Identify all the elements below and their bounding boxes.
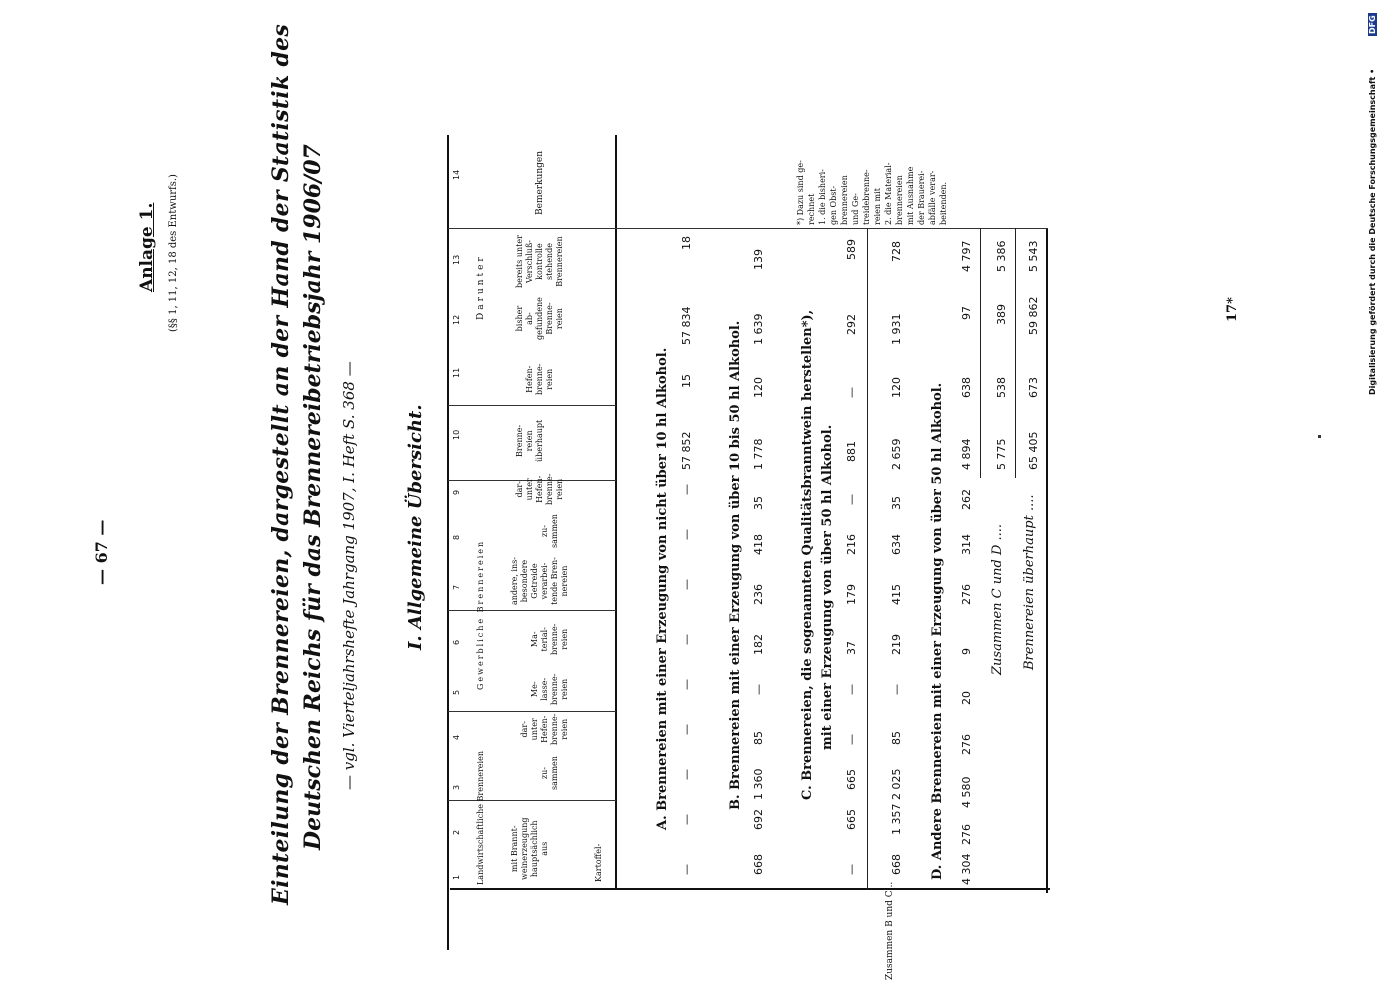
table-row: 415	[890, 584, 903, 605]
table-row: 182	[752, 634, 765, 655]
header-col1-group: mit Brannt- weinerzeugung hauptsächlich aus	[510, 817, 549, 880]
table-row: 665	[845, 809, 858, 830]
table-row: 638	[960, 377, 973, 398]
table-row: 728	[890, 241, 903, 262]
col-number: 11	[452, 367, 461, 378]
header-col10: Brenne- reien überhaupt	[515, 419, 544, 462]
header-col6: Ma- terial- brenne- reien	[530, 623, 569, 655]
table-row: 1 778	[752, 438, 765, 470]
table-row: 634	[890, 534, 903, 555]
page-number: — 67 —	[92, 519, 111, 585]
col-number: 3	[452, 784, 461, 790]
table-row: 4 797	[960, 240, 973, 272]
section-b-label: B. Brennereien mit einer Erzeugung von über 10 bis 50 hl Alkohol.	[728, 320, 743, 810]
table-row: —	[680, 769, 693, 780]
table-row: 236	[752, 584, 765, 605]
table-row: —	[845, 494, 858, 505]
anlage-label: Anlage 1.	[137, 202, 157, 292]
table-top-rule	[447, 135, 449, 950]
table-bottom-rule	[1046, 228, 1048, 893]
table-row: 262	[960, 489, 973, 510]
table-row: 85	[890, 731, 903, 745]
row-label-zusammen-b-c: Zusammen B und C ..	[885, 881, 895, 980]
page-title-line2: Deutschen Reichs für das Brennereibetriebsjahr 1906/07	[300, 144, 326, 850]
header-col14: Bemerkungen	[535, 150, 545, 215]
col-number: 7	[452, 584, 461, 590]
table-row: 1 931	[890, 313, 903, 345]
digitization-note: Digitalisierung gefördert durch die Deutsche Forschungsgemeinschaft •	[1368, 68, 1377, 395]
table-row: 4 894	[960, 438, 973, 470]
table-divider	[867, 228, 868, 890]
table-row: —	[680, 814, 693, 825]
table-row: 2 659	[890, 438, 903, 470]
col-sep	[448, 228, 1048, 229]
table-row: 179	[845, 584, 858, 605]
table-row: 18	[680, 236, 693, 250]
table-row: 139	[752, 249, 765, 270]
page-title-line1: Einteilung der Brennereien, dargestellt an der Hand der Statistik des	[268, 23, 294, 905]
section-title: I. Allgemeine Übersicht.	[405, 404, 426, 650]
table-row: 1 357	[890, 803, 903, 835]
table-row: 35	[752, 496, 765, 510]
col-number: 6	[452, 639, 461, 645]
col-number: 2	[452, 829, 461, 835]
header-col13: bereits unter Verschluß- kontrolle stehende Brennereien	[515, 235, 564, 288]
sum-rule	[980, 228, 981, 478]
row-label-total: Brennereien überhaupt ....	[1022, 494, 1037, 670]
table-row: 389	[995, 304, 1008, 325]
table-row: 219	[890, 634, 903, 655]
header-col1: Kartoffel-	[594, 843, 603, 882]
col-number: 8	[452, 534, 461, 540]
header-col7: andere, ins- besondere Getreide verarbei- tende Bren- nereien	[510, 557, 569, 605]
page-reference: — vgl. Vierteljahrshefte Jahrgang 1907, I. Heft S. 368 —	[340, 361, 358, 790]
col-sep	[448, 800, 616, 801]
table-header-bottom-rule	[615, 135, 617, 890]
table-row: 276	[960, 584, 973, 605]
table-row: 15	[680, 374, 693, 388]
table-row: —	[680, 864, 693, 875]
header-col12: bisher ab- gefundene Brenne- reien	[515, 297, 564, 340]
header-col8: zu- sammen	[540, 514, 559, 548]
table-row: 5 386	[995, 240, 1008, 272]
table-row: 2 025	[890, 768, 903, 800]
table-row: 292	[845, 314, 858, 335]
table-row: 665	[845, 769, 858, 790]
col-sep	[448, 405, 616, 406]
table-row: 668	[890, 854, 903, 875]
dfg-logo: DFG	[1368, 15, 1377, 34]
anlage-reference: (§§ 1, 11, 12, 18 des Entwurfs.)	[168, 174, 179, 332]
table-row: 5 543	[1027, 240, 1040, 272]
table-row: —	[845, 387, 858, 398]
table-row: 59 862	[1027, 296, 1040, 335]
table-row: 881	[845, 441, 858, 462]
table-row: —	[845, 684, 858, 695]
table-row: —	[680, 634, 693, 645]
col-number: 14	[452, 169, 461, 180]
table-row: 314	[960, 534, 973, 555]
table-row: 37	[845, 641, 858, 655]
col-number: 5	[452, 689, 461, 695]
col-sep	[448, 610, 616, 611]
table-row: 57 852	[680, 431, 693, 470]
table-row: —	[680, 579, 693, 590]
table-row: 4 304	[960, 853, 973, 885]
table-row: 20	[960, 691, 973, 705]
table-row: —	[845, 864, 858, 875]
col-sep	[448, 711, 616, 712]
table-row: 85	[752, 731, 765, 745]
table-row: 668	[752, 854, 765, 875]
table-row: 97	[960, 306, 973, 320]
col-number: 1	[452, 874, 461, 880]
header-col4: dar- unter Hefen- brenne- reien	[520, 713, 569, 745]
table-row: 692	[752, 809, 765, 830]
table-row: 1 360	[752, 768, 765, 800]
table-row: 589	[845, 239, 858, 260]
table-row: —	[680, 529, 693, 540]
table-left-rule	[450, 888, 1050, 890]
col-number: 13	[452, 254, 461, 265]
header-col5: Me- lasse- brenne- reien	[530, 673, 569, 705]
group-header-darunter: Darunter	[476, 254, 486, 320]
table-row: 216	[845, 534, 858, 555]
header-col11: Hefen- brenne- reien	[525, 363, 554, 395]
col-number: 12	[452, 314, 461, 325]
table-row: 276	[960, 734, 973, 755]
table-row: 5 775	[995, 438, 1008, 470]
table-row: —	[680, 484, 693, 495]
table-row: 65 405	[1027, 431, 1040, 470]
table-row: 4 580	[960, 776, 973, 808]
stray-dot	[1318, 435, 1321, 438]
table-row: 35	[890, 496, 903, 510]
table-row: —	[680, 679, 693, 690]
table-row: 9	[960, 648, 973, 655]
table-row: 418	[752, 534, 765, 555]
table-row: —	[890, 684, 903, 695]
table-row: 57 834	[680, 306, 693, 345]
header-col3: zu- sammen	[540, 756, 559, 790]
col-number: 9	[452, 489, 461, 495]
table-row: 276	[960, 824, 973, 845]
table-row: 1 639	[752, 313, 765, 345]
col-number: 10	[452, 429, 461, 440]
section-a-label: A. Brennereien mit einer Erzeugung von nicht über 10 hl Alkohol.	[655, 347, 670, 830]
footnote: *) Dazu sind ge- rechnet 1. die bisheri- gen Obst- brennereien und Ge- treidebrenne- reien mit 2. die Material- brennereien mit Ausnahme der Brauerei- abfälle verar- beitenden.	[796, 160, 948, 225]
signature-mark: 17*	[1225, 297, 1240, 322]
table-row: 538	[995, 377, 1008, 398]
section-d-label: D. Andere Brennereien mit einer Erzeugung von über 50 hl Alkohol.	[930, 382, 945, 880]
table-row: —	[845, 734, 858, 745]
table-row: 120	[752, 377, 765, 398]
section-c-label2: mit einer Erzeugung von über 50 hl Alkohol.	[820, 424, 835, 750]
col-number: 4	[452, 734, 461, 740]
group-header-gewerblich: Gewerbliche Brennereien	[476, 539, 485, 690]
section-c-label1: C. Brennereien, die sogenannten Qualitätsbranntwein herstellen*),	[800, 309, 815, 800]
total-rule	[1015, 228, 1016, 478]
table-row: —	[752, 684, 765, 695]
row-label-zusammen-c-d: Zusammen C und D ....	[990, 523, 1005, 675]
group-header-landwirtschaftlich: Landwirtschaftliche Brennereien	[476, 751, 485, 885]
table-row: 673	[1027, 377, 1040, 398]
table-row: 120	[890, 377, 903, 398]
table-row: —	[680, 724, 693, 735]
header-col9: dar- unter Hefen- brenne- reien	[515, 473, 564, 505]
